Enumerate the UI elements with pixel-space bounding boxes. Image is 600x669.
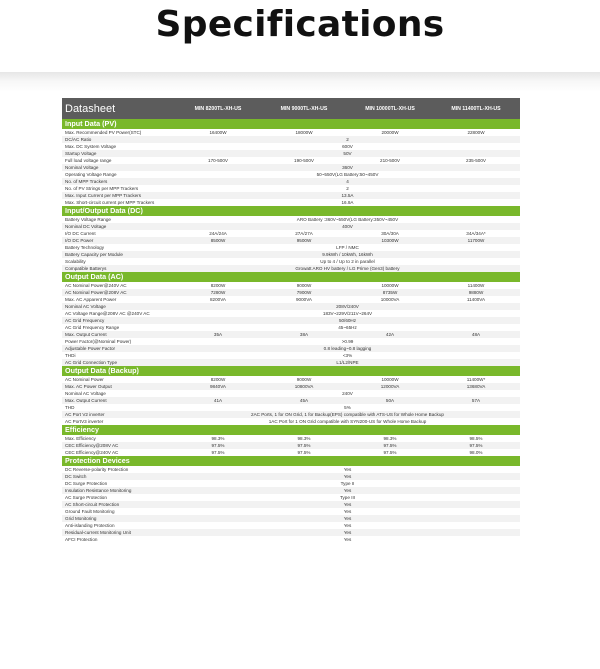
spec-value: 27A/27A xyxy=(295,231,313,236)
section-header: Output Data (Backup) xyxy=(62,366,520,376)
spec-row xyxy=(62,157,520,164)
spec-row xyxy=(62,473,520,480)
spec-label: AC Grid Connection Type xyxy=(65,360,118,365)
spec-value: 9840VA xyxy=(209,384,226,389)
spec-row xyxy=(62,442,520,449)
spec-value: 97.5% xyxy=(297,443,311,448)
spec-value: 41A xyxy=(213,398,223,403)
spec-value: 50A xyxy=(385,398,395,403)
spec-row xyxy=(62,244,520,251)
spec-value: 98.5% xyxy=(469,436,483,441)
spec-label: Max. Input Current per MPP Trackers xyxy=(65,193,141,198)
spec-section xyxy=(62,366,520,425)
spec-row xyxy=(62,376,520,383)
spec-value-shared: Yes xyxy=(343,488,352,493)
spec-row xyxy=(62,359,520,366)
spec-label: Max. DC System Voltage xyxy=(65,144,117,149)
spec-value: 210-500V xyxy=(380,158,400,163)
spec-label: Max. Output Current xyxy=(65,332,107,337)
spec-value-shared: 50~550V(LG Battery:50~450V xyxy=(316,172,379,177)
spec-row xyxy=(62,178,520,185)
section-header: Input/Output Data (DC) xyxy=(62,206,520,216)
spec-label: Power Factor(@Nominal Power) xyxy=(65,339,132,344)
model-header: MIN 10000TL-XH-US xyxy=(365,105,415,112)
title-divider xyxy=(0,72,600,92)
datasheet-header xyxy=(62,98,520,119)
spec-value: 30A/30A xyxy=(381,231,399,236)
spec-value-shared: 50/60Hz xyxy=(338,318,357,323)
datasheet-body xyxy=(62,119,520,543)
spec-value-shared: 360V xyxy=(342,165,353,170)
spec-row xyxy=(62,515,520,522)
spec-label: AC Port V2 inverter xyxy=(65,412,105,417)
spec-row xyxy=(62,185,520,192)
spec-value-shared: 2 xyxy=(346,137,349,142)
spec-value-shared: >0.99 xyxy=(341,339,354,344)
datasheet-table xyxy=(62,98,520,543)
spec-value-shared: Yes xyxy=(343,467,352,472)
spec-row xyxy=(62,501,520,508)
spec-row xyxy=(62,383,520,390)
spec-label: Max. AC Power Output xyxy=(65,384,112,389)
spec-row xyxy=(62,171,520,178)
spec-row xyxy=(62,296,520,303)
spec-row xyxy=(62,282,520,289)
spec-value-shared: Yes xyxy=(343,516,352,521)
section-header: Efficiency xyxy=(62,425,520,435)
spec-value: 24A/24A xyxy=(209,231,227,236)
spec-value: 48A xyxy=(471,332,481,337)
spec-value: 97.5% xyxy=(469,443,483,448)
spec-value: 34A/34A* xyxy=(466,231,486,236)
spec-label: DC Switch xyxy=(65,474,87,479)
spec-label: Operating Voltage Range xyxy=(65,172,117,177)
spec-row xyxy=(62,435,520,442)
spec-label: DC/AC Ratio xyxy=(65,137,92,142)
spec-label: DC Reverse-polarity Protection xyxy=(65,467,129,472)
spec-value: 98.0% xyxy=(469,450,483,455)
spec-section xyxy=(62,272,520,366)
spec-value: 11400W* xyxy=(466,377,486,382)
spec-value: 9880W xyxy=(468,290,484,295)
spec-value: 97.5% xyxy=(297,450,311,455)
spec-label: Scalability xyxy=(65,259,86,264)
spec-value-shared: Growatt ARO HV battery / LG Prime (Gen3) battery xyxy=(295,266,400,271)
spec-value-shared: Yes xyxy=(343,509,352,514)
spec-value: 190-500V xyxy=(294,158,314,163)
spec-label: Insulation Resistance Monitoring xyxy=(65,488,132,493)
spec-row xyxy=(62,487,520,494)
spec-value: 11400W xyxy=(467,283,485,288)
spec-value: 170-500V xyxy=(208,158,228,163)
spec-value-shared: 50V xyxy=(343,151,352,156)
spec-value-shared: 45~65Hz xyxy=(338,325,357,330)
spec-row xyxy=(62,397,520,404)
spec-row xyxy=(62,258,520,265)
spec-value-shared: 240V xyxy=(342,391,353,396)
spec-section xyxy=(62,119,520,206)
spec-row xyxy=(62,466,520,473)
spec-row xyxy=(62,529,520,536)
spec-label: Max. Output Current xyxy=(65,398,107,403)
spec-value: 10800VA xyxy=(294,384,314,389)
spec-label: AC Nominal Power@208V AC xyxy=(65,290,127,295)
spec-label: Max. Efficiency xyxy=(65,436,96,441)
spec-value: 10000W xyxy=(381,283,399,288)
spec-label: Battery Technology xyxy=(65,245,104,250)
spec-row xyxy=(62,508,520,515)
spec-row xyxy=(62,164,520,171)
spec-label: Adjustable Power Factor xyxy=(65,346,116,351)
spec-row xyxy=(62,136,520,143)
spec-value: 10000VA xyxy=(380,297,400,302)
spec-value: 13680VA xyxy=(466,384,486,389)
spec-label: THDi xyxy=(65,353,76,358)
section-header: Protection Devices xyxy=(62,456,520,466)
spec-label: AC Grid Frequency xyxy=(65,318,105,323)
spec-section xyxy=(62,206,520,272)
spec-value-shared: Up to 4 / Up to 2 in parallel xyxy=(320,259,375,264)
spec-label: Nominal AC Voltage xyxy=(65,304,106,309)
spec-label: Residual-current Monitoring Unit xyxy=(65,530,131,535)
spec-value-shared: Yes xyxy=(343,523,352,528)
spec-label: Full load voltage range xyxy=(65,158,112,163)
spec-row xyxy=(62,265,520,272)
spec-row xyxy=(62,303,520,310)
spec-value: 57A xyxy=(471,398,481,403)
spec-row xyxy=(62,192,520,199)
spec-value: 11400VA xyxy=(466,297,486,302)
spec-row xyxy=(62,324,520,331)
spec-value: 16400W xyxy=(209,130,227,135)
spec-row xyxy=(62,411,520,418)
spec-value: 10000W xyxy=(381,377,399,382)
spec-label: Startup Voltage xyxy=(65,151,97,156)
spec-value: 8735W xyxy=(382,290,398,295)
spec-value: 45A xyxy=(299,398,309,403)
spec-value: 8200W xyxy=(210,377,226,382)
spec-value: 11700W xyxy=(467,238,485,243)
spec-row xyxy=(62,237,520,244)
spec-row xyxy=(62,199,520,206)
spec-row xyxy=(62,480,520,487)
spec-value-shared: 13.5A xyxy=(341,193,354,198)
datasheet-label: Datasheet xyxy=(65,102,116,115)
spec-value-shared: 4 xyxy=(346,179,349,184)
spec-value: 9000W xyxy=(296,283,312,288)
spec-label: Nominal AC Voltage xyxy=(65,391,106,396)
spec-value: 8500W xyxy=(210,238,226,243)
spec-row xyxy=(62,129,520,136)
spec-value-shared: Yes xyxy=(343,474,352,479)
spec-label: DC Surge Protection xyxy=(65,481,108,486)
spec-value: 98.3% xyxy=(211,436,225,441)
spec-value: 20000W xyxy=(381,130,399,135)
spec-value: 7280W xyxy=(210,290,226,295)
spec-label: AC Short-circuit Protection xyxy=(65,502,120,507)
spec-row xyxy=(62,310,520,317)
spec-value: 235-500V xyxy=(466,158,486,163)
spec-label: AC Surge Protection xyxy=(65,495,107,500)
spec-value-shared: 400V xyxy=(342,224,353,229)
spec-value-shared: 16.9A xyxy=(341,200,354,205)
spec-value: 9000VA xyxy=(295,297,312,302)
spec-row xyxy=(62,216,520,223)
spec-row xyxy=(62,522,520,529)
spec-value: 12000VA xyxy=(380,384,400,389)
spec-value-shared: 5% xyxy=(344,405,351,410)
spec-label: Max. Recommended PV Power(STC) xyxy=(65,130,142,135)
section-header: Input Data (PV) xyxy=(62,119,520,129)
spec-label: CEC Efficiency@240V AC xyxy=(65,450,119,455)
spec-row xyxy=(62,251,520,258)
spec-row xyxy=(62,536,520,543)
spec-value-shared: LFP / NMC xyxy=(336,245,359,250)
spec-row xyxy=(62,230,520,237)
spec-section xyxy=(62,456,520,543)
spec-value: 8200W xyxy=(210,283,226,288)
spec-value-shared: 183V~229V/211V~264V xyxy=(322,311,373,316)
spec-value: 7900W xyxy=(296,290,312,295)
model-header: MIN 9000TL-XH-US xyxy=(280,105,328,112)
spec-row xyxy=(62,494,520,501)
spec-value-shared: Yes xyxy=(343,537,352,542)
spec-value: 97.5% xyxy=(211,443,225,448)
spec-section xyxy=(62,425,520,456)
spec-label: Grid Monitoring xyxy=(65,516,97,521)
spec-value: 18000W xyxy=(295,130,313,135)
page-title: Specifications xyxy=(155,4,445,45)
spec-label: THD xyxy=(65,405,75,410)
spec-row xyxy=(62,418,520,425)
spec-value-shared: 1AC Port for 1 ON Grid compatible with SYN200-US for Whole Home Backup xyxy=(268,419,427,424)
spec-value-shared: <3% xyxy=(342,353,353,358)
spec-value-shared: 0.8 leading~0.8 lagging xyxy=(323,346,372,351)
spec-label: Battery Voltage Range xyxy=(65,217,111,222)
spec-value: 22800W xyxy=(467,130,485,135)
spec-label: AC Voltage Range@208V AC @240V AC xyxy=(65,311,150,316)
model-header: MIN 11400TL-XH-US xyxy=(451,105,501,112)
spec-label: AC Nominal Power xyxy=(65,377,104,382)
spec-row xyxy=(62,223,520,230)
spec-value: 9500W xyxy=(296,238,312,243)
spec-value: 38A xyxy=(299,332,309,337)
spec-row xyxy=(62,352,520,359)
spec-label: AC Grid Frequency Range xyxy=(65,325,120,330)
spec-row xyxy=(62,404,520,411)
spec-value: 10300W xyxy=(381,238,399,243)
spec-label: Battery Capacity per Module xyxy=(65,252,123,257)
spec-value: 42A xyxy=(385,332,395,337)
spec-value-shared: 600V xyxy=(342,144,353,149)
spec-value: 97.5% xyxy=(211,450,225,455)
section-header: Output Data (AC) xyxy=(62,272,520,282)
spec-value: 35A xyxy=(213,332,223,337)
spec-value-shared: Yes xyxy=(343,502,352,507)
spec-label: AC PortV3 inverter xyxy=(65,419,104,424)
model-header: MIN 8200TL-XH-US xyxy=(194,105,242,112)
spec-label: I/O DC Power xyxy=(65,238,94,243)
spec-label: AFCI Protection xyxy=(65,537,98,542)
spec-row xyxy=(62,289,520,296)
spec-value: 98.3% xyxy=(383,436,397,441)
spec-row xyxy=(62,143,520,150)
spec-label: No. of PV Strings per MPP Trackers xyxy=(65,186,139,191)
spec-value: 98.3% xyxy=(297,436,311,441)
spec-value-shared: Yes xyxy=(343,530,352,535)
spec-row xyxy=(62,390,520,397)
spec-row xyxy=(62,345,520,352)
spec-value: 9000W xyxy=(296,377,312,382)
spec-value-shared: 208V/240V xyxy=(336,304,359,309)
spec-value-shared: 2 xyxy=(346,186,349,191)
spec-value: 8200VA xyxy=(209,297,226,302)
spec-label: No. of MPP Trackers xyxy=(65,179,108,184)
spec-value-shared: 2AC Ports, 1 for ON Grid, 1 for Backup(EPS) compatible with ATS-US for Whole Home Backup xyxy=(251,412,444,417)
spec-value-shared: L1/L2/NPE xyxy=(336,360,359,365)
spec-value-shared: 9.9kWh / 10kWh, 16kWh xyxy=(322,252,373,257)
spec-label: AC Nominal Power@240V AC xyxy=(65,283,127,288)
spec-label: Max. Short-circuit current per MPP Trackers xyxy=(65,200,155,205)
spec-row xyxy=(62,150,520,157)
spec-label: Compatible Batterys xyxy=(65,266,107,271)
spec-label: Anti-islanding Protection xyxy=(65,523,115,528)
spec-row xyxy=(62,449,520,456)
spec-label: Nominal Voltage xyxy=(65,165,99,170)
spec-label: Ground Fault Monitoring xyxy=(65,509,115,514)
spec-row xyxy=(62,338,520,345)
spec-value: 97.5% xyxy=(383,443,397,448)
spec-value-shared: ARO Battery :360V~550V(LG Battery:350V~450V xyxy=(296,217,399,222)
spec-value-shared: Type III xyxy=(339,495,356,500)
spec-value: 97.5% xyxy=(383,450,397,455)
spec-label: Max. AC Apparent Power xyxy=(65,297,117,302)
spec-label: I/O DC Current xyxy=(65,231,96,236)
spec-label: CEC Efficiency@208V AC xyxy=(65,443,119,448)
spec-label: Nominal DC Voltage xyxy=(65,224,107,229)
spec-row xyxy=(62,317,520,324)
spec-row xyxy=(62,331,520,338)
spec-value-shared: Type II xyxy=(340,481,355,486)
